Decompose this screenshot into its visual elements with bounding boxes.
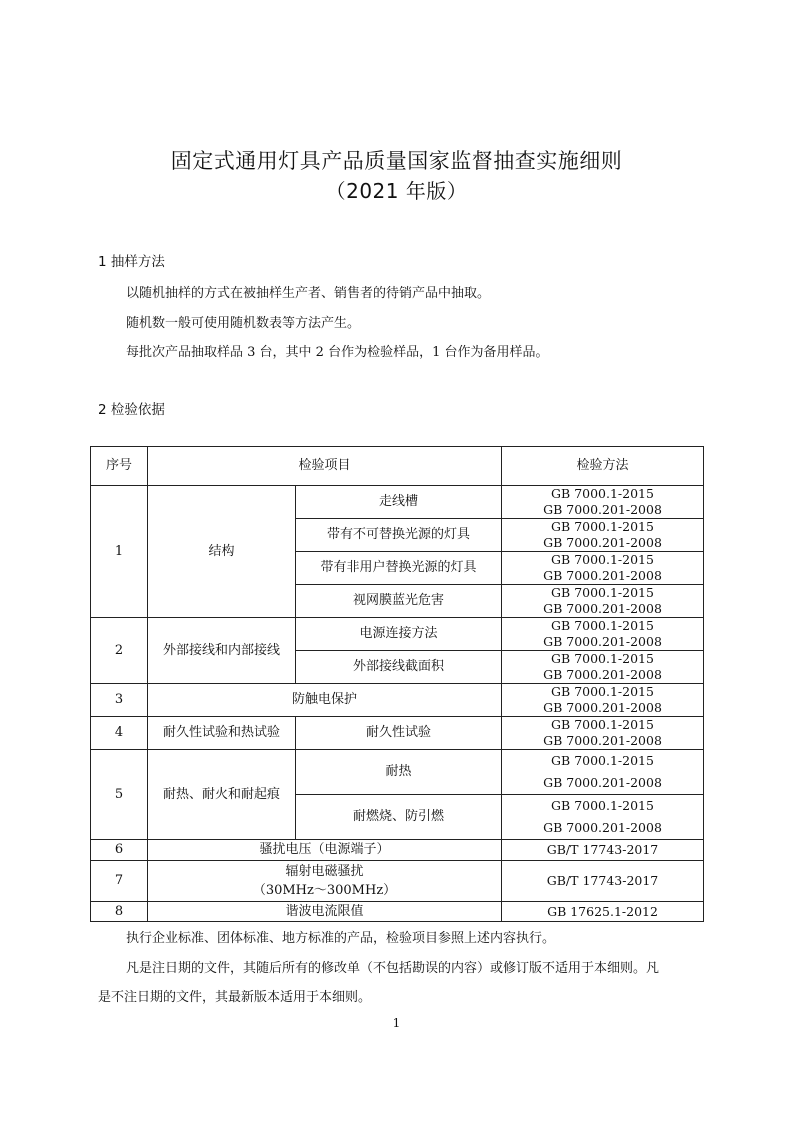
row-category: 外部接线和内部接线: [148, 618, 296, 684]
row-item: 辐射电磁骚扰 （30MHz～300MHz）: [148, 861, 502, 902]
row-method: GB/T 17743-2017: [502, 840, 704, 861]
row-no: 3: [91, 684, 148, 717]
document-title: 固定式通用灯具产品质量国家监督抽查实施细则: [170, 149, 623, 173]
row-method: GB 7000.1-2015 GB 7000.201-2008: [502, 585, 704, 618]
row-no: 7: [91, 861, 148, 902]
paragraph: 以随机抽样的方式在被抽样生产者、销售者的待销产品中抽取。: [126, 286, 491, 301]
row-method: GB 7000.1-2015 GB 7000.201-2008: [502, 684, 704, 717]
row-method: GB/T 17743-2017: [502, 861, 704, 902]
row-category: 结构: [148, 486, 296, 618]
row-method: GB 7000.1-2015 GB 7000.201-2008: [502, 519, 704, 552]
row-no: 2: [91, 618, 148, 684]
row-method: GB 7000.1-2015 GB 7000.201-2008: [502, 651, 704, 684]
row-category: 耐热、耐火和耐起痕: [148, 750, 296, 840]
row-item: 耐燃烧、防引燃: [296, 795, 502, 840]
row-no: 4: [91, 717, 148, 750]
paragraph: 每批次产品抽取样品 3 台，其中 2 台作为检验样品，1 台作为备用样品。: [126, 345, 549, 360]
row-method: GB 7000.1-2015 GB 7000.201-2008: [502, 552, 704, 585]
note-paragraph: 凡是注日期的文件，其随后所有的修改单（不包括勘误的内容）或修订版不适用于本细则。凡: [126, 961, 660, 976]
row-no: 6: [91, 840, 148, 861]
row-item: 外部接线截面积: [296, 651, 502, 684]
row-item: 防触电保护: [148, 684, 502, 717]
document-edition: （2021 年版）: [325, 179, 468, 203]
page-number: 1: [392, 1016, 401, 1030]
row-item: 电源连接方法: [296, 618, 502, 651]
paragraph: 随机数一般可使用随机数表等方法产生。: [126, 316, 361, 331]
row-item: 谐波电流限值: [148, 902, 502, 922]
header-item: 检验项目: [148, 447, 502, 486]
section-heading-basis: 2 检验依据: [98, 402, 165, 418]
row-no: 8: [91, 902, 148, 922]
note-paragraph: 执行企业标准、团体标准、地方标准的产品，检验项目参照上述内容执行。: [126, 931, 556, 946]
row-item: 走线槽: [296, 486, 502, 519]
row-method: GB 7000.1-2015 GB 7000.201-2008: [502, 717, 704, 750]
row-item: 耐热: [296, 750, 502, 795]
row-method: GB 7000.1-2015 GB 7000.201-2008: [502, 486, 704, 519]
header-method: 检验方法: [502, 447, 704, 486]
row-method: GB 7000.1-2015 GB 7000.201-2008: [502, 618, 704, 651]
row-category: 耐久性试验和热试验: [148, 717, 296, 750]
row-item: 带有非用户替换光源的灯具: [296, 552, 502, 585]
row-item: 耐久性试验: [296, 717, 502, 750]
header-no: 序号: [91, 447, 148, 486]
row-item: 骚扰电压（电源端子）: [148, 840, 502, 861]
row-method: GB 17625.1-2012: [502, 902, 704, 922]
row-item: 视网膜蓝光危害: [296, 585, 502, 618]
row-no: 1: [91, 486, 148, 618]
section-heading-sampling: 1 抽样方法: [98, 254, 165, 270]
row-no: 5: [91, 750, 148, 840]
note-paragraph-continued: 是不注日期的文件，其最新版本适用于本细则。: [98, 990, 372, 1005]
row-method: GB 7000.1-2015 GB 7000.201-2008: [502, 795, 704, 840]
row-method: GB 7000.1-2015 GB 7000.201-2008: [502, 750, 704, 795]
inspection-table: [90, 446, 704, 922]
row-item: 带有不可替换光源的灯具: [296, 519, 502, 552]
